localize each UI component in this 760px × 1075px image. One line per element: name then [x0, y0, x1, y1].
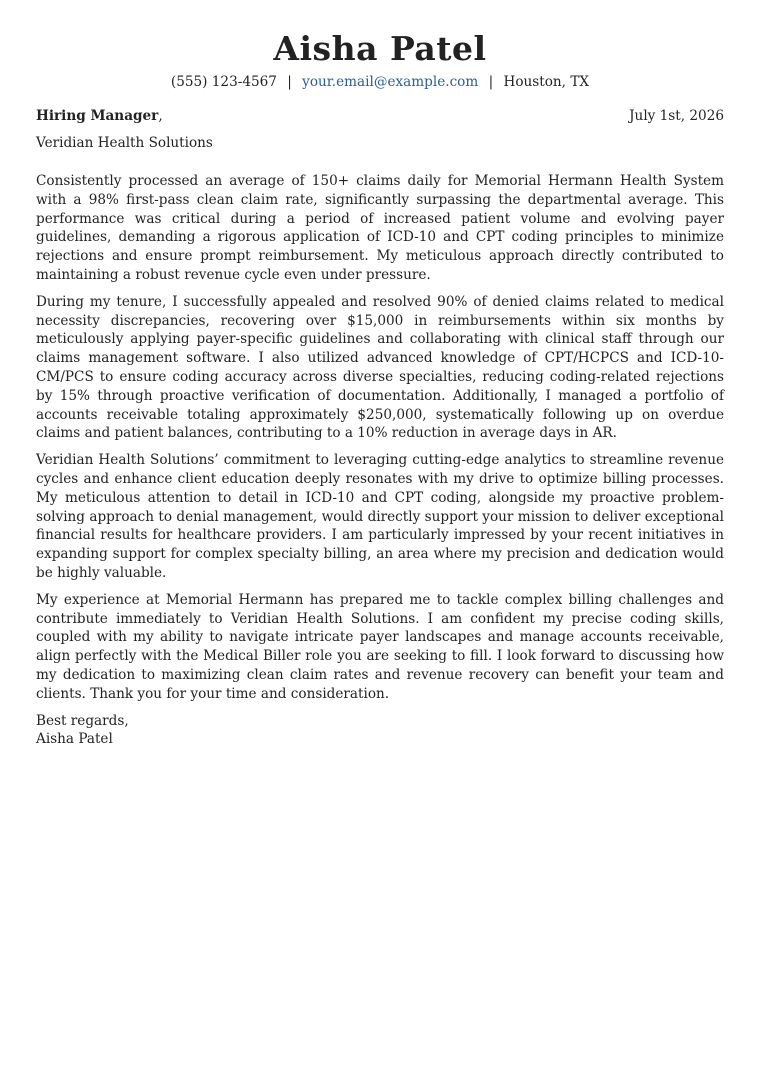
applicant-name: Aisha Patel	[273, 29, 487, 68]
separator: |	[488, 74, 494, 90]
recipient-title-suffix: ,	[158, 108, 163, 124]
recipient-line	[36, 107, 163, 125]
recipient-date-row	[36, 107, 724, 125]
recipient-title: Hiring Manager	[36, 108, 159, 124]
letter-body	[36, 172, 724, 704]
location: Houston, TX	[503, 74, 590, 90]
closing-salutation: Best regards,	[36, 712, 129, 729]
body-paragraph: Veridian Health Solutions’ commitment to leveraging cutting-edge analytics to streamline revenue cycles and enhance client education deeply resonates with my drive to optimize billing processes. My meticulous attention to detail in ICD-10 and CPT coding, alongside my proactive problem-solving approach to denial management, would directly support your mission to deliver exceptional financial results for healthcare providers. I am particularly impressed by your recent initiatives in expanding support for complex specialty billing, an area where my precision and dedication would be highly valuable.	[36, 452, 724, 581]
body-paragraph: My experience at Memorial Hermann has prepared me to tackle complex billing challenges and contribute immediately to Veridian Health Solutions. I am confident my precise coding skills, coupled with my ability to navigate intricate payer landscapes and manage accounts receivable, align perfectly with the Medical Biller role you are seeking to fill. I look forward to discussing how my dedication to maximizing clean claim rates and revenue recovery can benefit your team and clients. Thank you for your time and consideration.	[36, 591, 724, 702]
closing-signature: Aisha Patel	[36, 731, 113, 748]
recipient-company: Veridian Health Solutions	[36, 135, 213, 151]
letter-date: July 1st, 2026	[629, 108, 724, 124]
body-paragraph: Consistently processed an average of 150+ claims daily for Memorial Hermann Health System with a 98% first-pass clean claim rate, significantly surpassing the departmental average. This performance was critical during a period of increased patient volume and evolving payer guidelines, demanding a rigorous application of ICD-10 and CPT coding principles to minimize rejections and ensure prompt reimbursement. My meticulous approach directly contributed to maintaining a robust revenue cycle even under pressure.	[36, 173, 724, 283]
body-paragraph: During my tenure, I successfully appealed and resolved 90% of denied claims related to medical necessity discrepancies, recovering over $15,000 in reimbursements within six months by meticulously applying payer-specific guidelines and collaborating with clinical staff through our claims management software. I also utilized advanced knowledge of CPT/HCPCS and ICD-10-CM/PCS to ensure coding accuracy across diverse specialties, reducing coding-related rejections by 15% through proactive verification of documentation. Additionally, I managed a portfolio of accounts receivable totaling approximately $250,000, systematically following up on overdue claims and patient balances, contributing to a 10% reduction in average days in AR.	[36, 293, 724, 442]
contact-line	[36, 73, 724, 91]
phone-number: (555) 123-4567	[170, 74, 277, 90]
email-link[interactable]: your.email@example.com	[302, 74, 479, 90]
separator: |	[287, 74, 292, 90]
closing-block	[36, 712, 724, 750]
